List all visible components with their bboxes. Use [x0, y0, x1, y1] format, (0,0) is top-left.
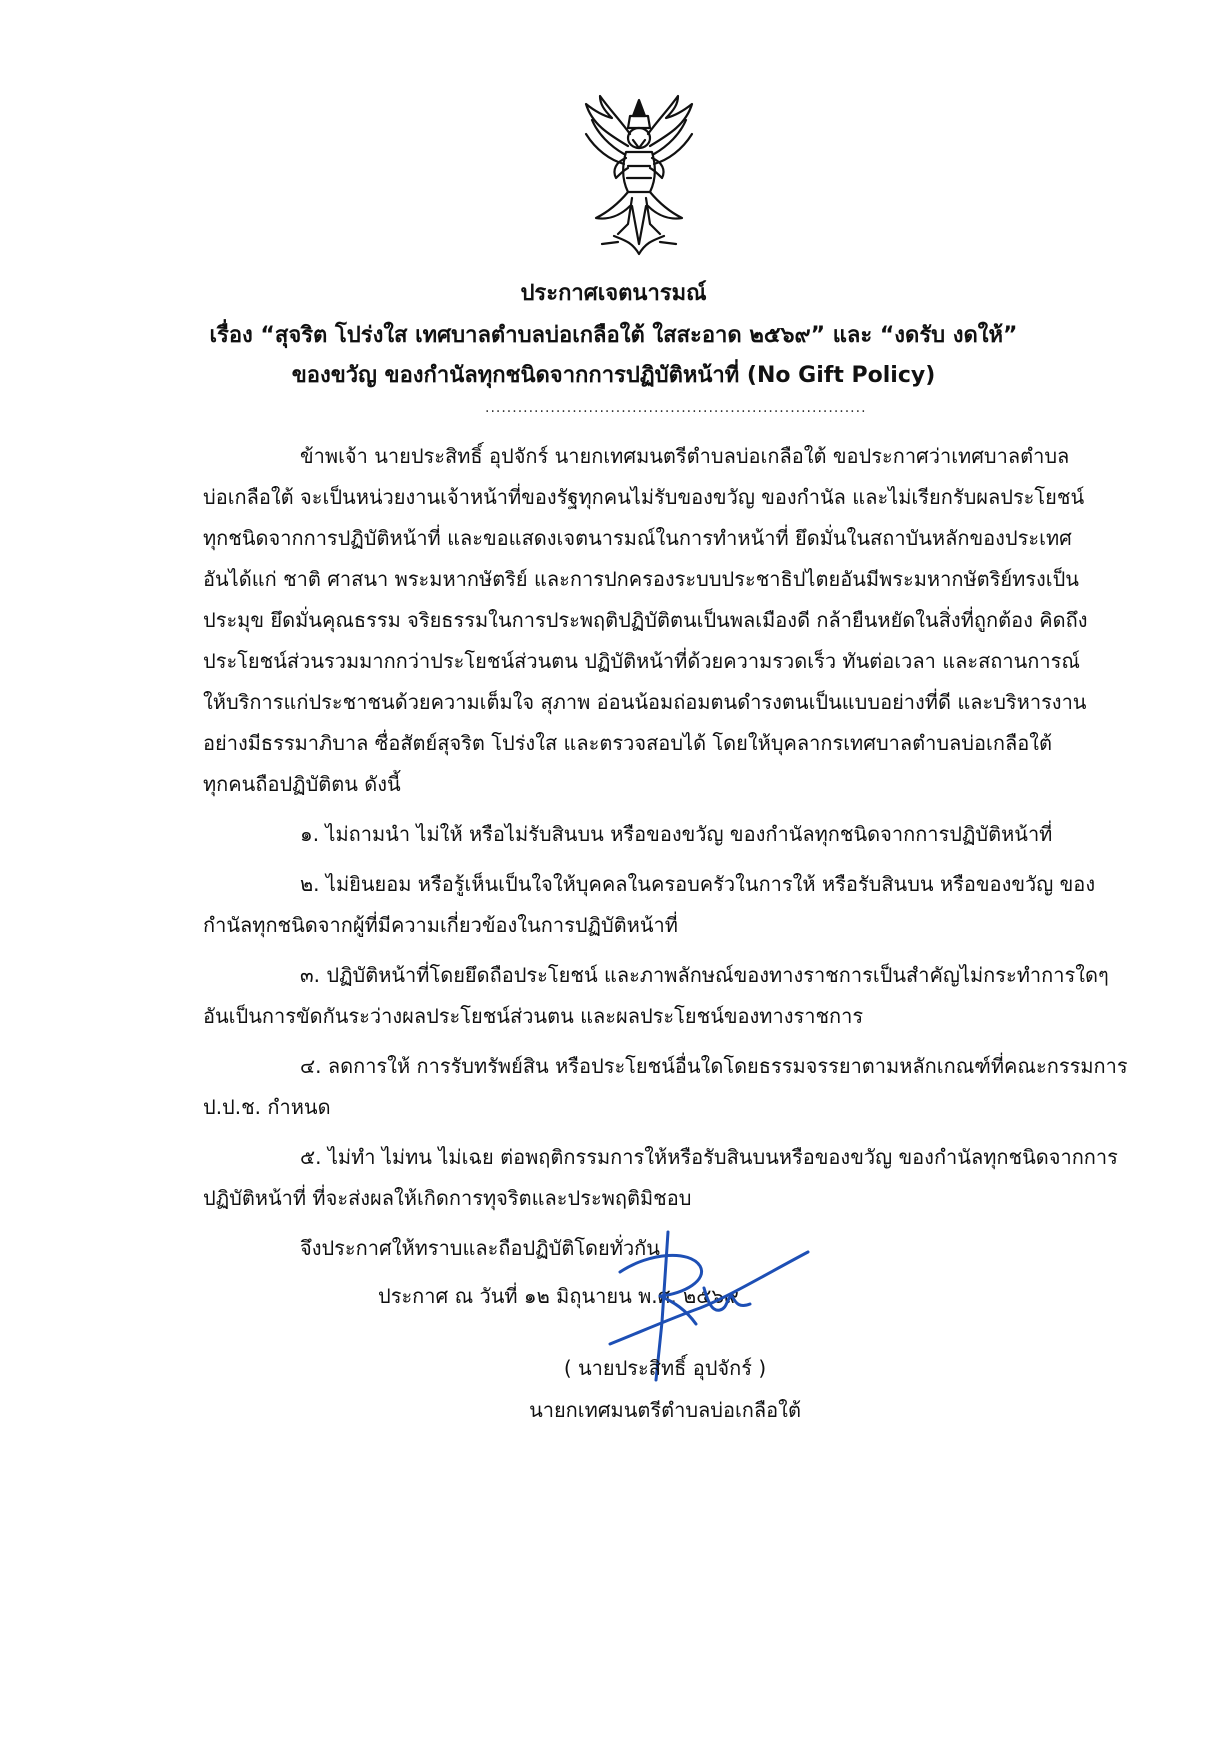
intro-line: ทุกชนิดจากการปฏิบัติหน้าที่ และขอแสดงเจตนารมณ์ในการทำหน้าที่ ยึดมั่นในสถาบันหลักของประเทศ	[203, 526, 1072, 550]
intro-line: ข้าพเจ้า นายประสิทธิ์ อุปจักร์ นายกเทศมนตรีตำบลบ่อเกลือใต้ ขอประกาศว่าเทศบาลตำบล	[300, 444, 1070, 468]
subject-line-1: เรื่อง “สุจริต โปร่งใส เทศบาลตำบลบ่อเกลือใต้ ใสสะอาด ๒๕๖๙” และ “งดรับ งดให้”	[209, 323, 1018, 348]
issue-date: ประกาศ ณ วันที่ ๑๒ มิถุนายน พ.ศ. ๒๕๖๙	[378, 1284, 739, 1308]
intro-line: อย่างมีธรรมาภิบาล ซื่อสัตย์สุจริต โปร่งใส และตรวจสอบได้ โดยให้บุคลากรเทศบาลตำบลบ่อเกลือใต้	[203, 731, 1052, 755]
item-5-cont: ปฏิบัติหน้าที่ ที่จะส่งผลให้เกิดการทุจริตและประพฤติมิชอบ	[203, 1186, 692, 1210]
intro-line: บ่อเกลือใต้ จะเป็นหน่วยงานเจ้าหน้าที่ของรัฐทุกคนไม่รับของขวัญ ของกำนัล และไม่เรียกรับผลประโยชน์	[203, 485, 1085, 509]
item-3: ๓. ปฏิบัติหน้าที่โดยยึดถือประโยชน์ และภาพลักษณ์ของทางราชการเป็นสำคัญไม่กระทำการใดๆ	[300, 963, 1109, 987]
page-title: ประกาศเจตนารมณ์	[520, 281, 707, 306]
signer-position: นายกเทศมนตรีตำบลบ่อเกลือใต้	[529, 1398, 801, 1422]
item-4: ๔. ลดการให้ การรับทรัพย์สิน หรือประโยชน์อื่นใดโดยธรรมจรรยาตามหลักเกณฑ์ที่คณะกรรมการ	[300, 1054, 1128, 1078]
item-4-cont: ป.ป.ช. กำหนด	[203, 1095, 331, 1119]
signer-name: ( นายประสิทธิ์ อุปจักร์ )	[563, 1356, 767, 1380]
subject-line-2: ของขวัญ ของกำนัลทุกชนิดจากการปฏิบัติหน้าที่ (No Gift Policy)	[291, 363, 936, 388]
item-1: ๑. ไม่ถามนำ ไม่ให้ หรือไม่รับสินบน หรือของขวัญ ของกำนัลทุกชนิดจากการปฏิบัติหน้าที่	[300, 822, 1053, 846]
garuda-emblem-icon	[578, 94, 700, 260]
intro-line: ประมุข ยึดมั่นคุณธรรม จริยธรรมในการประพฤติปฏิบัติตนเป็นพลเมืองดี กล้ายืนหยัดในสิ่งที่ถูกต้อง คิดถึง	[203, 608, 1088, 632]
item-5: ๕. ไม่ทำ ไม่ทน ไม่เฉย ต่อพฤติกรรมการให้หรือรับสินบนหรือของขวัญ ของกำนัลทุกชนิดจากการ	[300, 1145, 1118, 1169]
intro-line: ประโยชน์ส่วนรวมมากกว่าประโยชน์ส่วนตน ปฏิบัติหน้าที่ด้วยความรวดเร็ว ทันต่อเวลา และสถานการณ์	[203, 649, 1080, 673]
item-2: ๒. ไม่ยินยอม หรือรู้เห็นเป็นใจให้บุคคลในครอบครัวในการให้ หรือรับสินบน หรือของขวัญ ของ	[300, 872, 1096, 896]
intro-line: ทุกคนถือปฏิบัติตน ดังนี้	[203, 772, 401, 796]
closing-statement: จึงประกาศให้ทราบและถือปฏิบัติโดยทั่วกัน	[300, 1236, 660, 1260]
item-2-cont: กำนัลทุกชนิดจากผู้ที่มีความเกี่ยวข้องในการปฏิบัติหน้าที่	[203, 913, 678, 937]
intro-line: ให้บริการแก่ประชาชนด้วยความเต็มใจ สุภาพ อ่อนน้อมถ่อมตนดำรงตนเป็นแบบอย่างที่ดี และบริหารงาน	[203, 690, 1087, 714]
intro-line: อันได้แก่ ชาติ ศาสนา พระมหากษัตริย์ และการปกครองระบบประชาธิปไตยอันมีพระมหากษัตริย์ทรงเป็น	[203, 567, 1079, 591]
item-3-cont: อันเป็นการขัดกันระว่างผลประโยชน์ส่วนตน และผลประโยชน์ของทางราชการ	[203, 1004, 864, 1028]
divider-dots: ......................................................................	[485, 400, 867, 416]
